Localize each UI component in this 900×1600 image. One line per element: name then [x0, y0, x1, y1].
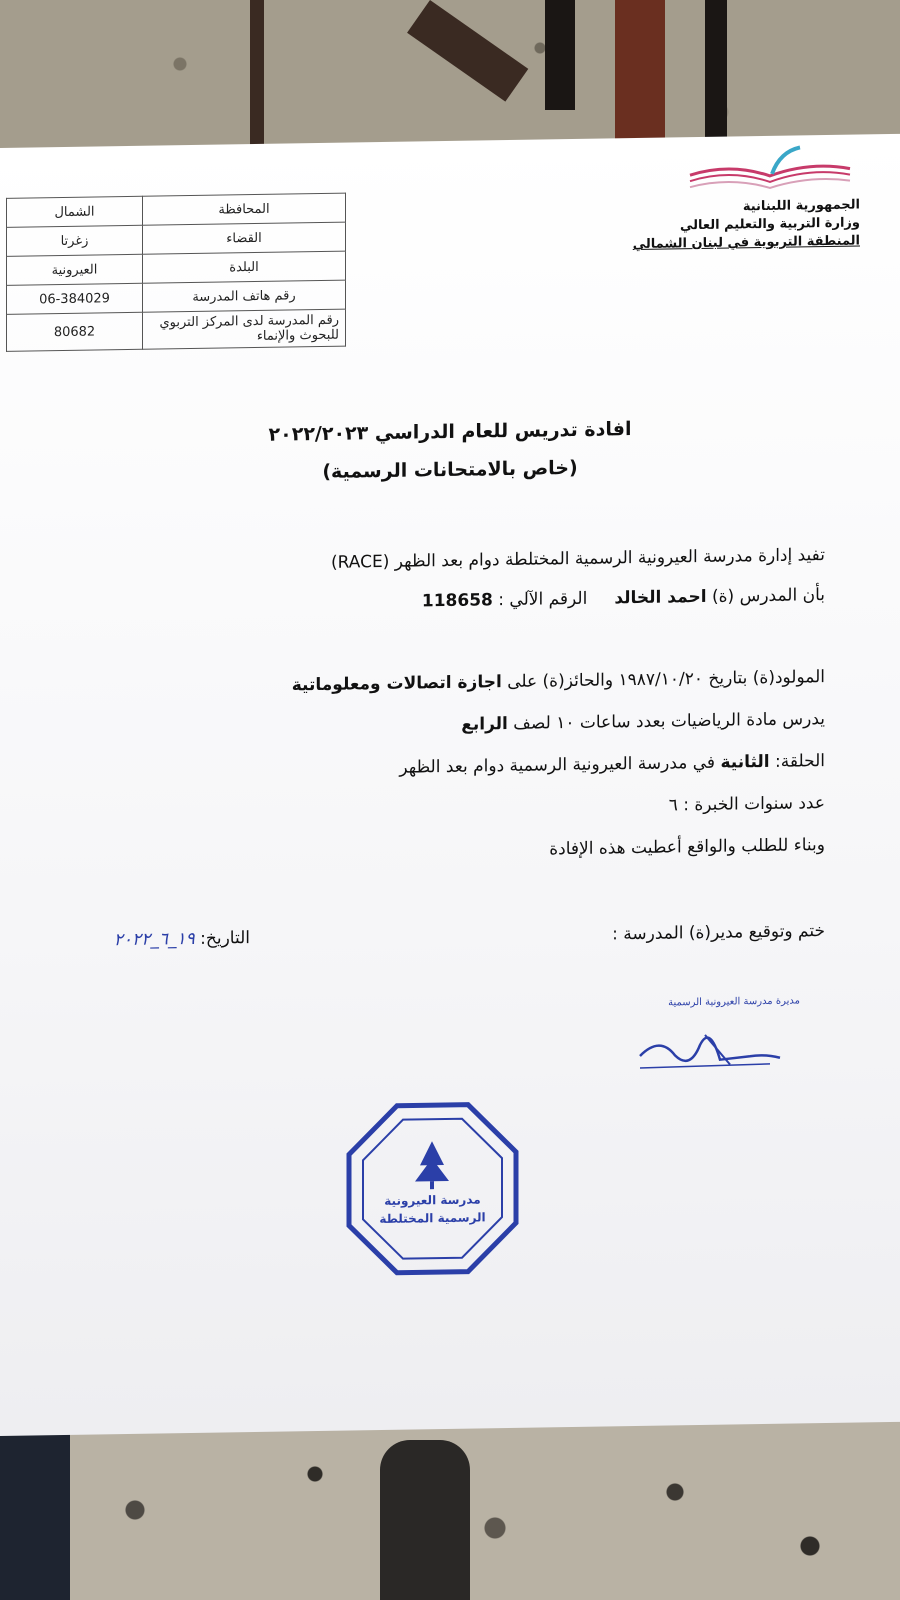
date-value: ١٩_٦_٢٠٢٢ [113, 928, 195, 951]
school-stamp [345, 1100, 520, 1278]
header-line-region: المنطقة التربوية في لبنان الشمالي [632, 233, 860, 253]
body-line-3 [5, 667, 825, 700]
body-line-6: عدد سنوات الخبرة : ٦ [668, 793, 825, 816]
birth-prefix: المولود(ة) بتاريخ ١٩٨٧/١٠/٢٠ والحائز(ة) على [507, 667, 825, 693]
table-row [7, 309, 346, 351]
body-line-7: وبناء للطلب والواقع أعطيت هذه الإفادة [549, 835, 825, 860]
stamp-line-1: مدرسة العيرونية [384, 1192, 481, 1208]
table-label: رقم هاتف المدرسة [143, 280, 346, 312]
ministry-header [600, 196, 860, 254]
signature-scribble-icon [580, 1013, 800, 1086]
cycle-label: الحلقة: [775, 751, 825, 772]
teacher-prefix: بأن المدرس (ة) [712, 585, 825, 607]
chair-leg [615, 0, 665, 150]
grade: الرابع [461, 714, 508, 735]
body-line-4 [5, 709, 825, 742]
cycle-suffix: في مدرسة العيرونية الرسمية دوام بعد الظهر [399, 752, 716, 778]
header-line-republic: الجمهورية اللبنانية [742, 197, 860, 215]
table-label: البلدة [143, 251, 346, 283]
stamp-octagon-icon [345, 1100, 520, 1278]
table-value: 06-384029 [7, 283, 143, 314]
teacher-name: احمد الخالد [614, 586, 707, 609]
id-number: 118658 [421, 590, 493, 612]
table-value: العيرونية [7, 254, 143, 285]
school-info-table [6, 193, 346, 352]
chair-leg [705, 0, 727, 140]
document-subtitle: (خاص بالامتحانات الرسمية) [322, 456, 578, 483]
date-label: التاريخ: [200, 928, 250, 949]
id-label: الرقم الآلي : [498, 588, 588, 611]
sign-label: ختم وتوقيع مدير(ة) المدرسة : [612, 921, 825, 945]
signature-title: مديرة مدرسة العيرونية الرسمية [668, 995, 800, 1009]
table-label: القضاء [143, 222, 346, 254]
header-line-ministry: وزارة التربية والتعليم العالي [679, 215, 860, 234]
degree: اجازة اتصالات ومعلوماتية [291, 672, 502, 696]
table-value: زغرتا [7, 225, 143, 256]
document-paper [0, 134, 900, 1436]
table-label: المحافظة [143, 193, 346, 225]
chair-leg [250, 0, 264, 150]
body-line-5 [5, 751, 825, 784]
date-block [30, 928, 250, 951]
subject-prefix: يدرس مادة الرياضيات بعدد ساعات ١٠ لصف [513, 709, 825, 734]
director-signature [580, 995, 800, 1088]
table-label: رقم المدرسة لدى المركز التربوي للبحوث والإنماء [143, 309, 346, 349]
chair-leg [545, 0, 575, 110]
stamp-line-2: الرسمية المختلطة [379, 1210, 486, 1227]
table-value: 80682 [7, 312, 143, 351]
shoe [380, 1440, 470, 1600]
cycle: الثانية [720, 751, 770, 773]
document-title: افادة تدريس للعام الدراسي ٢٠٢٢/٢٠٢٣ [268, 418, 632, 446]
table-value: الشمال [7, 196, 143, 227]
body-line-1: تفيد إدارة مدرسة العيرونية الرسمية المختلطة دوام بعد الظهر (RACE) [331, 545, 825, 573]
ministry-book-logo-icon [680, 142, 860, 195]
person-leg [0, 1420, 70, 1600]
body-line-2 [5, 585, 825, 618]
